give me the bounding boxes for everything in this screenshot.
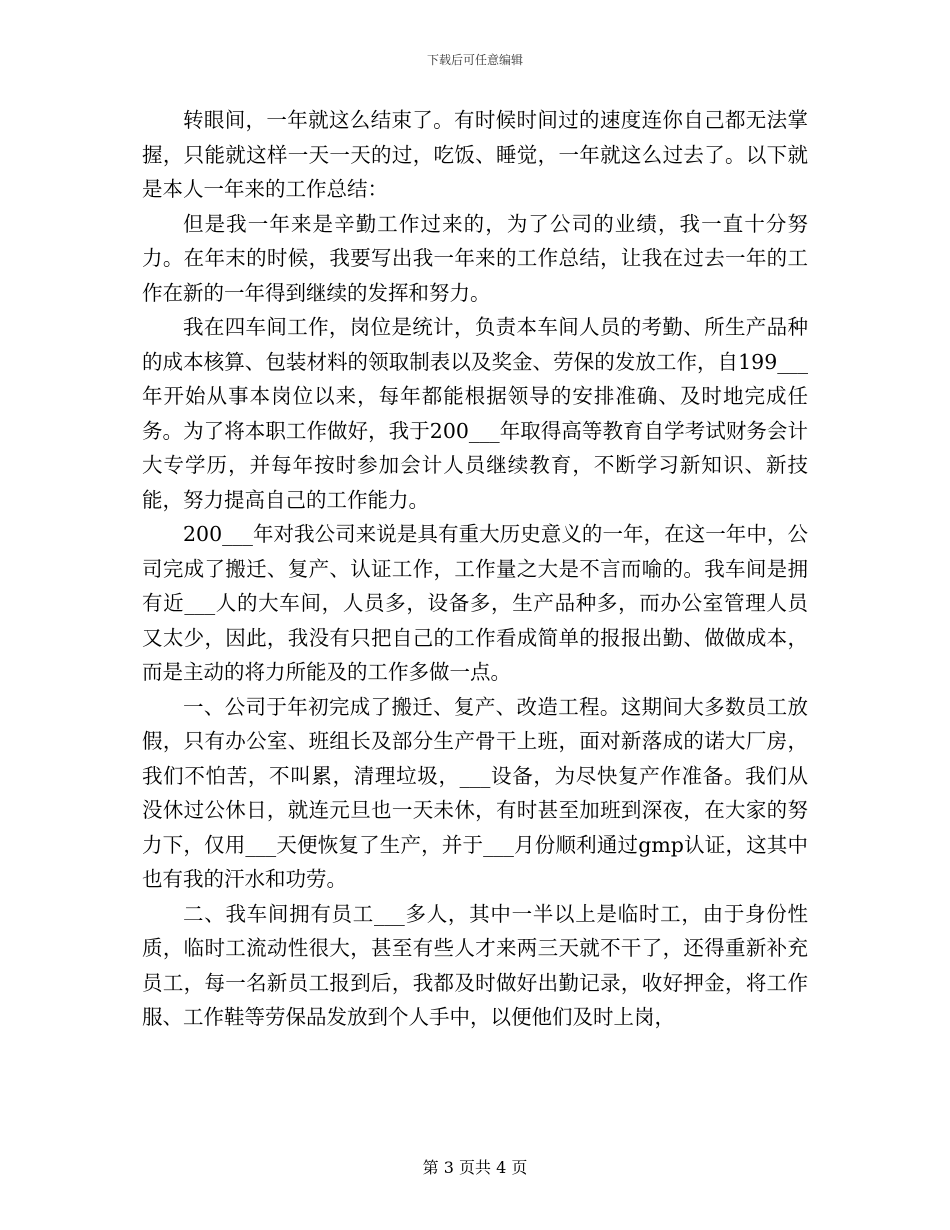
paragraph-intro: 转眼间，一年就这么结束了。有时候时间过的速度连你自己都无法掌握，只能就这样一天一天的过，吃饭、睡觉，一年就这么过去了。以下就是本人一年来的工作总结： <box>142 108 808 201</box>
page-number-footer: 第 3 页共 4 页 <box>422 1158 528 1177</box>
paragraph-position: 我在四车间工作，岗位是统计，负责本车间人员的考勤、所生产品种的成本核算、包装材料的领取制表以及奖金、劳保的发放工作，自199___年开始从事本岗位以来，每年都能根据领导的安排准确、及时地完成任务。为了将本职工作做好，我于200___年取得高等教育自学考试财务会计大专学历，并每年按时参加会计人员继续教育，不断学习新知识、新技能，努力提高自己的工作能力。 <box>142 315 808 512</box>
paragraph-item-one: 一、公司于年初完成了搬迁、复产、改造工程。这期间大多数员工放假，只有办公室、班组长及部分生产骨干上班，面对新落成的诺大厂房，我们不怕苦，不叫累，清理垃圾，___设备，为尽快复产作准备。我们从没休过公休日，就连元旦也一天未休，有时甚至加班到深夜，在大家的努力下，仅用___天便恢复了生产，并于___月份顺利通过gmp认证，这其中也有我的汗水和功劳。 <box>142 694 808 891</box>
paragraph-company-year: 200___年对我公司来说是具有重大历史意义的一年，在这一年中，公司完成了搬迁、复产、认证工作，工作量之大是不言而喻的。我车间是拥有近___人的大车间，人员多，设备多，生产品种多，而办公室管理人员又太少，因此，我没有只把自己的工作看成简单的报报出勤、做做成本，而是主动的将力所能及的工作多做一点。 <box>142 522 808 684</box>
paragraph-item-two: 二、我车间拥有员工___多人，其中一半以上是临时工，由于身份性质，临时工流动性很大，甚至有些人才来两三天就不干了，还得重新补充员工，每一名新员工报到后，我都及时做好出勤记录，收好押金，将工作服、工作鞋等劳保品发放到个人手中，以便他们及时上岗， <box>142 901 808 1029</box>
paragraph-effort: 但是我一年来是辛勤工作过来的，为了公司的业绩，我一直十分努力。在年末的时候，我要写出我一年来的工作总结，让我在过去一年的工作在新的一年得到继续的发挥和努力。 <box>142 211 808 305</box>
page-header-note: 下载后可任意编辑 <box>426 53 523 67</box>
document-body <box>142 103 808 1035</box>
